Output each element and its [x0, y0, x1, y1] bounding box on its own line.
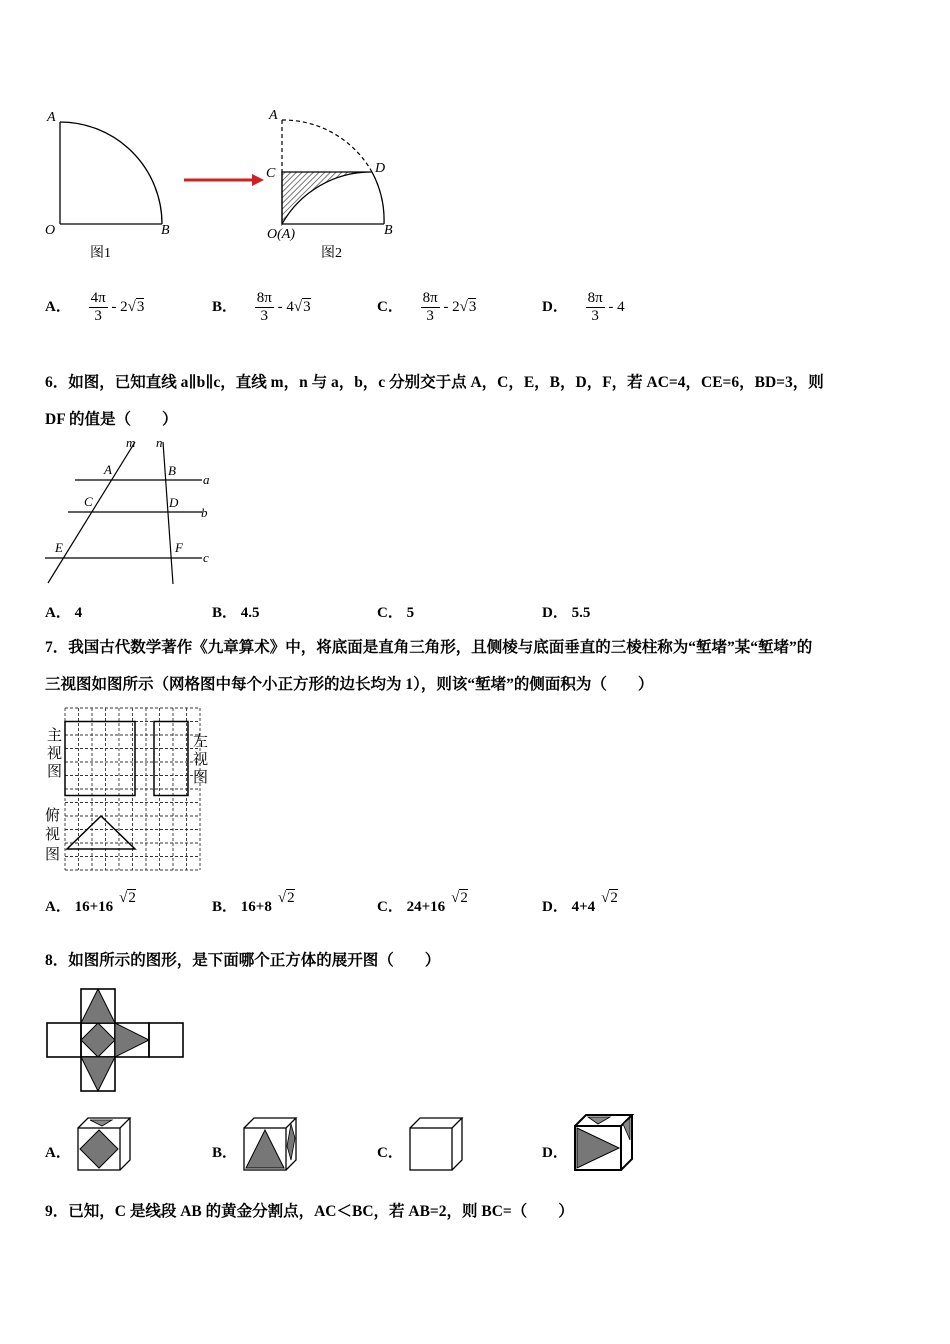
fraction-numerator: 4π: [90, 290, 106, 306]
figure-2: [266, 108, 393, 261]
q7-option-c[interactable]: C． 24+16√2: [377, 890, 468, 915]
front-label-2: 视: [47, 746, 63, 762]
q8-option-d-letter[interactable]: D．: [542, 1145, 568, 1161]
label-B: B: [168, 463, 176, 478]
radicand: 3: [136, 298, 145, 315]
q6-text-line2: DF 的值是（ ）: [45, 411, 178, 428]
top-label-3: 图: [45, 847, 61, 863]
label-C: C: [84, 494, 93, 509]
label-E: E: [55, 540, 63, 555]
fraction-denominator: 3: [591, 308, 599, 324]
q6-option-b[interactable]: [212, 601, 260, 622]
q6-option-c[interactable]: [377, 601, 414, 622]
option-letter: B．: [212, 605, 238, 621]
radicand: 2: [460, 890, 468, 906]
label-A: A: [47, 110, 56, 125]
q7-option-b[interactable]: B． 16+8√2: [212, 890, 295, 915]
q5-option-d[interactable]: [542, 290, 625, 325]
option-letter: C．: [377, 605, 403, 621]
label-D: D: [375, 161, 386, 176]
q7-text-line2: 三视图如图所示（网格图中每个小正方形的边长均为 1），则该“堑堵”的侧面积为（ ）: [45, 676, 654, 693]
option-letter: A．: [45, 298, 71, 315]
q5-figures: [40, 100, 410, 270]
q6-text-line1: 6．如图，已知直线 a∥b∥c，直线 m，n 与 a，b，c 分别交于点 A，C，E，B，D，F，若 AC=4，CE=6，BD=3，则: [45, 374, 824, 391]
option-rest: - 4: [608, 299, 625, 315]
q8-option-b-letter[interactable]: B．: [212, 1145, 238, 1161]
option-letter: D．: [542, 605, 568, 621]
option-text: 16+16: [74, 899, 114, 915]
option-letter: B．: [212, 298, 238, 315]
figure-1: [45, 110, 170, 261]
fig1-caption: 图1: [90, 246, 111, 261]
label-A: A: [104, 462, 112, 477]
top-label-1: 俯: [45, 808, 61, 824]
radicand: 3: [303, 298, 311, 315]
side-label-1: 左: [193, 734, 209, 750]
q5-option-b[interactable]: B． $\frac{8\pi}{3}$ - 4√3: [212, 290, 311, 324]
label-D: D: [169, 495, 179, 510]
option-text: 5.5: [571, 605, 591, 621]
fraction-numerator: 8π: [587, 290, 603, 306]
fraction-denominator: 3: [260, 308, 269, 324]
option-rest: - 2: [111, 299, 128, 315]
option-letter: A．: [45, 899, 71, 915]
red-arrow-icon: [184, 174, 264, 186]
label-OA: O(A): [267, 227, 295, 242]
option-letter: B．: [212, 899, 238, 915]
option-text: 24+16: [406, 899, 446, 915]
q6-option-d[interactable]: [542, 601, 590, 622]
q5-option-c[interactable]: C． $\frac{8\pi}{3}$ - 2√3: [377, 290, 477, 324]
option-text: 16+8: [240, 899, 272, 915]
q5-option-a[interactable]: A． $\frac{4\pi}{3}$ - 2√3: [45, 290, 145, 324]
label-A2: A: [269, 108, 278, 123]
label-b: b: [201, 505, 208, 520]
radicand: 2: [287, 890, 295, 906]
q8-option-b-cube[interactable]: [238, 1112, 302, 1176]
q8-option-c-letter[interactable]: C．: [377, 1145, 403, 1161]
q8-option-c-cube[interactable]: [404, 1112, 468, 1176]
radicand: 2: [128, 890, 136, 906]
q6-option-a[interactable]: [45, 601, 82, 622]
label-C: C: [266, 166, 276, 181]
q8-cube-net-figure: [44, 985, 189, 1095]
q8-option-d-cube[interactable]: [570, 1110, 638, 1176]
option-text: 4.5: [240, 605, 260, 621]
side-label-3: 图: [193, 770, 209, 786]
top-label-2: 视: [45, 827, 61, 843]
q8-option-a-cube[interactable]: [72, 1112, 136, 1176]
label-B2: B: [384, 223, 393, 238]
q8-option-a-letter[interactable]: A．: [45, 1145, 71, 1161]
label-a: a: [203, 472, 210, 487]
option-text: 4+4: [571, 899, 596, 915]
q6-parallel-lines-figure: [40, 432, 220, 592]
option-letter: C．: [377, 298, 403, 315]
front-label-3: 图: [47, 764, 63, 780]
label-F: F: [175, 540, 183, 555]
label-m: m: [126, 435, 136, 450]
radicand: 2: [610, 890, 618, 906]
q9-text-line1: 9．已知，C 是线段 AB 的黄金分割点，AC＜BC，若 AB=2，则 BC=（ ）: [45, 1203, 574, 1220]
q7-text-line1: 7．我国古代数学著作《九章算术》中，将底面是直角三角形，且侧棱与底面垂直的三棱柱称为“堑堵”某“堑堵”的: [45, 639, 813, 656]
fraction-denominator: 3: [426, 308, 434, 324]
q7-three-views-figure: [44, 704, 219, 874]
option-rest: - 2: [443, 299, 460, 315]
fraction-numerator: 8π: [422, 290, 438, 306]
option-letter: D．: [542, 899, 568, 915]
side-label-2: 视: [193, 752, 209, 768]
option-letter: C．: [377, 899, 403, 915]
option-letter: A．: [45, 605, 71, 621]
option-text: 5: [406, 605, 415, 621]
fig2-caption: 图2: [321, 246, 342, 261]
fraction-denominator: 3: [94, 308, 102, 324]
label-B: B: [161, 223, 170, 238]
radicand: 3: [468, 298, 477, 315]
label-O: O: [45, 223, 56, 238]
option-rest: - 4: [277, 299, 294, 315]
label-n: n: [156, 435, 163, 450]
top-view: [67, 816, 135, 849]
option-text: 4: [74, 605, 83, 621]
q7-option-d[interactable]: D． 4+4√2: [542, 890, 618, 915]
front-label-1: 主: [47, 728, 63, 744]
option-letter: D．: [542, 298, 568, 315]
label-c: c: [203, 550, 209, 565]
q7-option-a[interactable]: A． 16+16√2: [45, 890, 136, 915]
front-view: [65, 722, 135, 796]
q8-text-line1: 8．如图所示的图形，是下面哪个正方体的展开图（ ）: [45, 952, 441, 969]
fraction-numerator: 8π: [256, 290, 272, 306]
